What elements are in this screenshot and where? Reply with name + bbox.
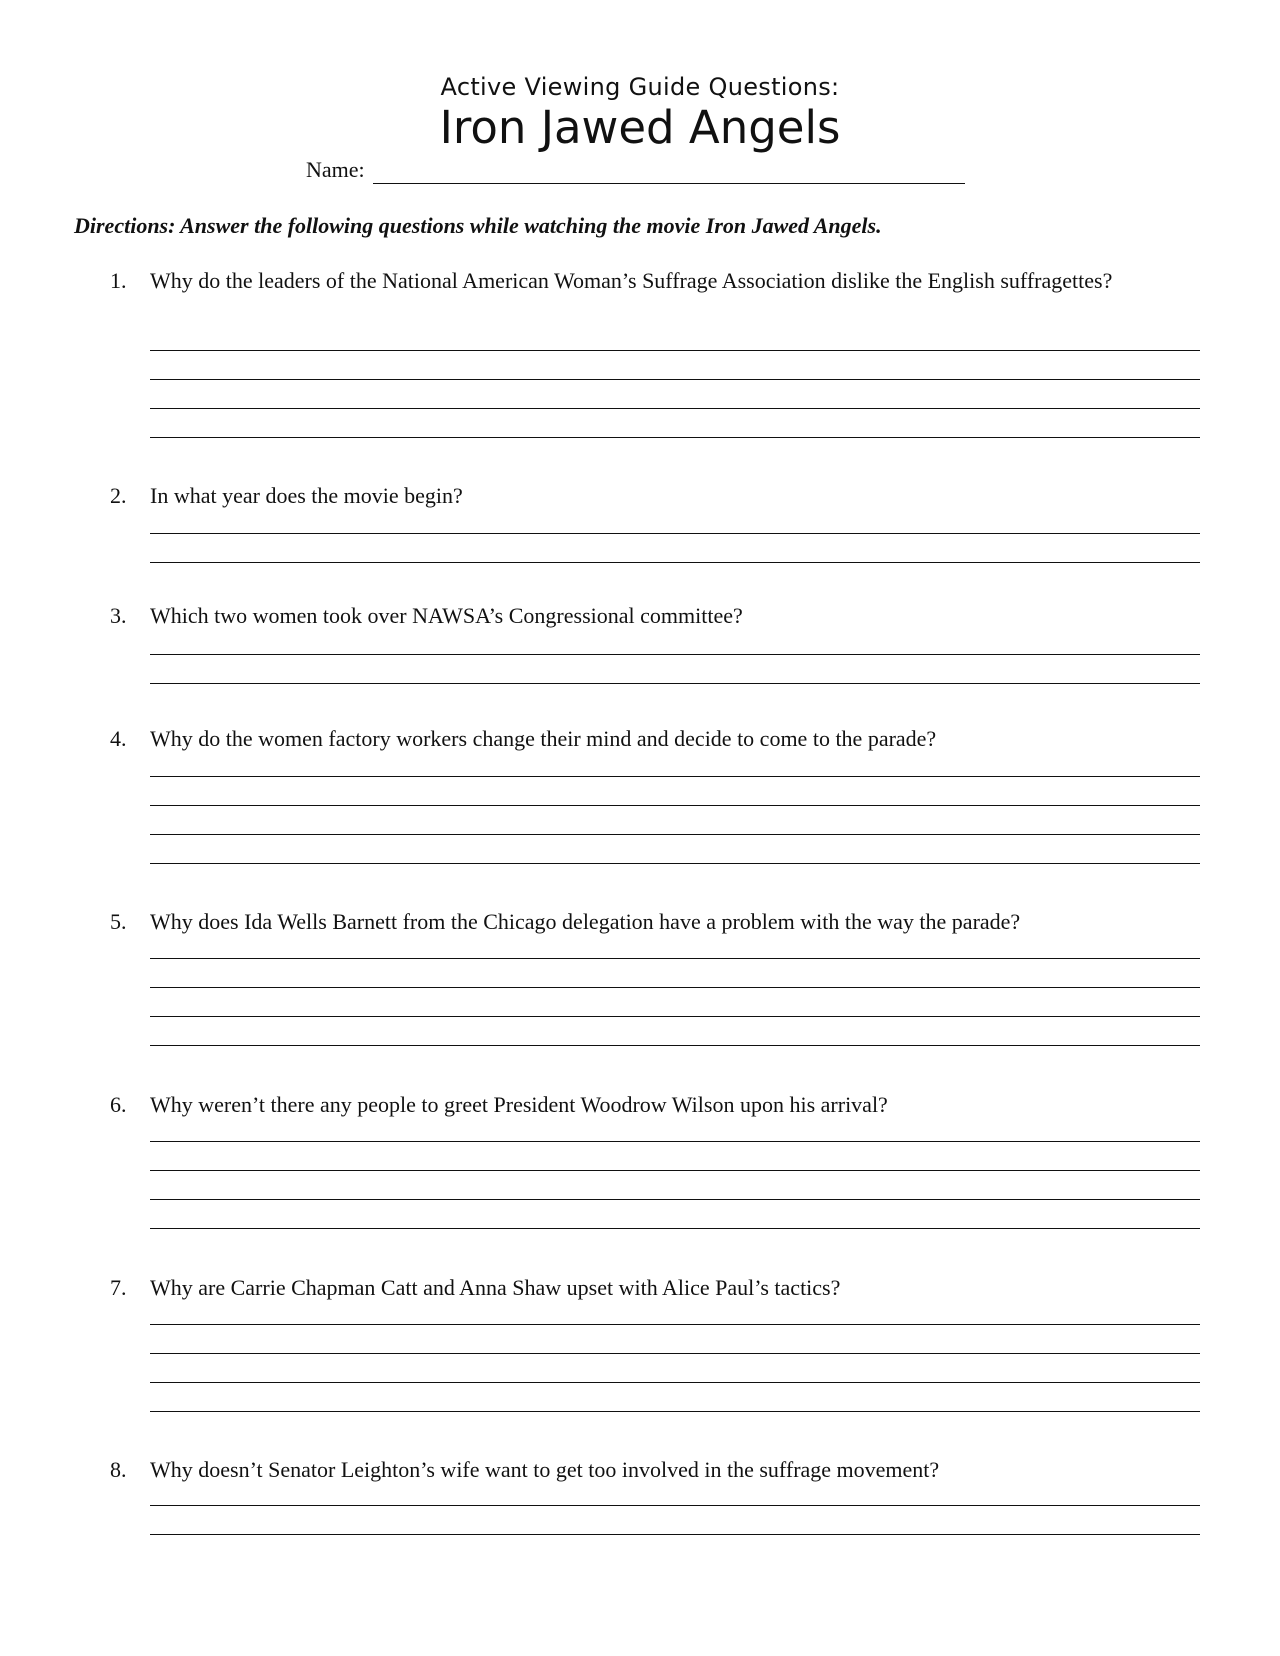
answer-line[interactable]	[150, 987, 1200, 988]
question-number: 3.	[110, 603, 127, 628]
question-text: Why do the leaders of the National American Woman’s Suffrage Association dislike the English suffragettes?	[150, 268, 1113, 293]
answer-line[interactable]	[150, 958, 1200, 959]
answer-line[interactable]	[150, 1505, 1200, 1506]
answer-line[interactable]	[150, 1228, 1200, 1229]
answer-line[interactable]	[150, 533, 1200, 534]
name-label: Name:	[306, 157, 365, 182]
answer-line[interactable]	[150, 562, 1200, 563]
answer-line[interactable]	[150, 1170, 1200, 1171]
question-number: 4.	[110, 726, 127, 751]
name-row	[306, 156, 965, 184]
answer-line[interactable]	[150, 654, 1200, 655]
answer-line[interactable]	[150, 776, 1200, 777]
name-blank-line[interactable]	[373, 163, 965, 184]
worksheet-subtitle: Active Viewing Guide Questions:	[440, 73, 840, 101]
question-text: Why doesn’t Senator Leighton’s wife want to get too involved in the suffrage movement?	[150, 1457, 940, 1482]
question-number: 1.	[110, 268, 127, 293]
question-number: 2.	[110, 483, 127, 508]
answer-line[interactable]	[150, 437, 1200, 438]
answer-line[interactable]	[150, 1411, 1200, 1412]
answer-line[interactable]	[150, 1324, 1200, 1325]
question-text: Why are Carrie Chapman Catt and Anna Shaw upset with Alice Paul’s tactics?	[150, 1275, 841, 1300]
answer-line[interactable]	[150, 408, 1200, 409]
question-text: Why does Ida Wells Barnett from the Chicago delegation have a problem with the way the parade?	[150, 909, 1021, 934]
answer-line[interactable]	[150, 863, 1200, 864]
answer-line[interactable]	[150, 1382, 1200, 1383]
answer-line[interactable]	[150, 350, 1200, 351]
answer-line[interactable]	[150, 1534, 1200, 1535]
answer-line[interactable]	[150, 1199, 1200, 1200]
answer-line[interactable]	[150, 1141, 1200, 1142]
question-number: 5.	[110, 909, 127, 934]
answer-line[interactable]	[150, 1353, 1200, 1354]
answer-line[interactable]	[150, 379, 1200, 380]
question-text: In what year does the movie begin?	[150, 483, 463, 508]
question-number: 8.	[110, 1457, 127, 1482]
question-text: Why weren’t there any people to greet President Woodrow Wilson upon his arrival?	[150, 1092, 888, 1117]
question-number: 7.	[110, 1275, 127, 1300]
answer-line[interactable]	[150, 805, 1200, 806]
answer-line[interactable]	[150, 834, 1200, 835]
question-text: Which two women took over NAWSA’s Congressional committee?	[150, 603, 743, 628]
directions-text: Directions: Answer the following questions while watching the movie Iron Jawed Angels.	[74, 213, 882, 238]
question-number: 6.	[110, 1092, 127, 1117]
answer-line[interactable]	[150, 683, 1200, 684]
answer-line[interactable]	[150, 1016, 1200, 1017]
worksheet-title: Iron Jawed Angels	[439, 101, 841, 154]
question-text: Why do the women factory workers change their mind and decide to come to the parade?	[150, 726, 937, 751]
answer-line[interactable]	[150, 1045, 1200, 1046]
